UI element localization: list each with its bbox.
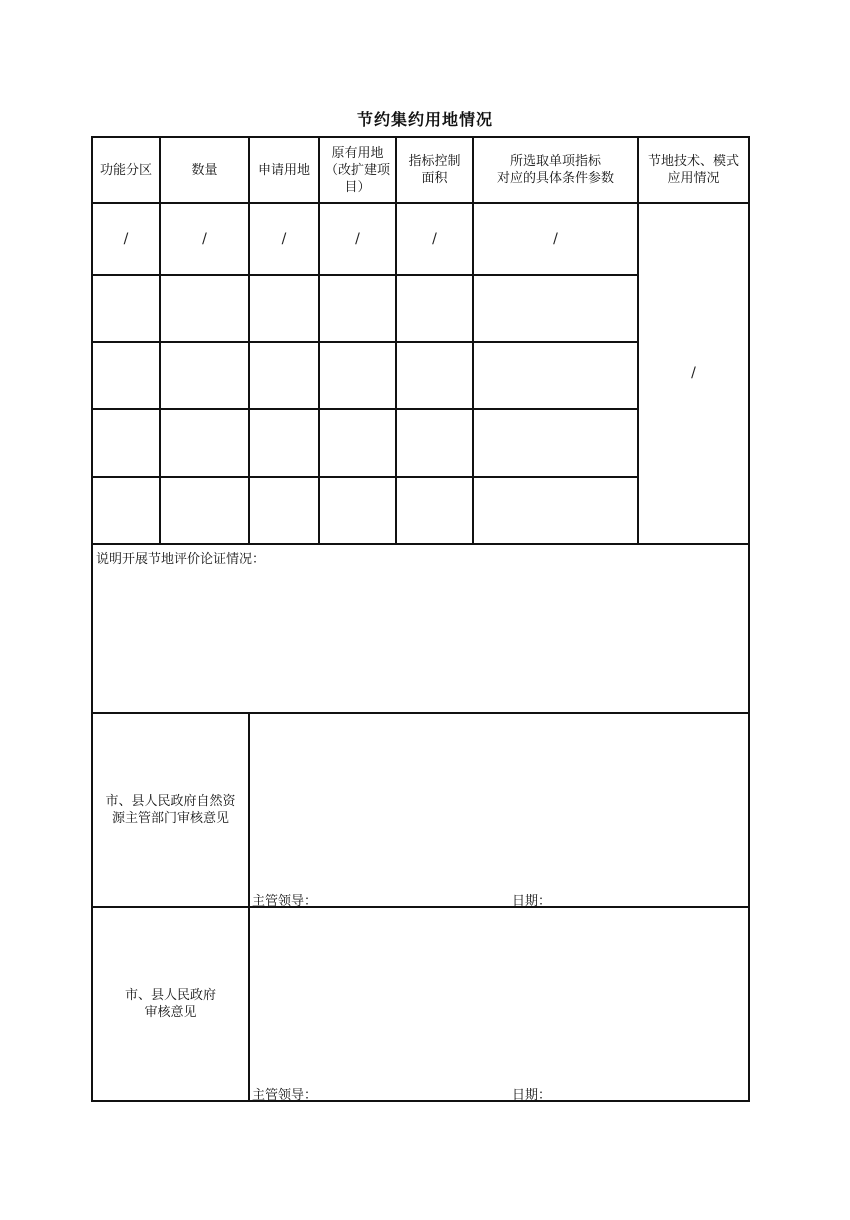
table-cell[interactable] — [250, 478, 318, 543]
header-original-land-line3: 目） — [344, 179, 371, 195]
natural-resources-review-label — [93, 714, 248, 906]
natural-resources-review-label-line2: 源主管部门审核意见 — [111, 811, 229, 826]
table-cell[interactable]: / — [553, 230, 558, 247]
header-condition-params-line1: 所选取单项指标 — [509, 154, 601, 169]
government-date-label: 日期： — [512, 1088, 552, 1103]
header-original-land-line2: （改扩建项 — [324, 162, 390, 178]
table-cell[interactable]: / — [281, 230, 287, 247]
header-quantity: 数量 — [191, 162, 218, 178]
table-cell[interactable] — [93, 276, 159, 341]
table-cell[interactable] — [93, 343, 159, 408]
government-review-label — [93, 908, 248, 1100]
table-cell[interactable] — [474, 410, 637, 476]
header-indicator-area — [397, 138, 472, 202]
natural-resources-leader-label: 主管领导： — [252, 894, 318, 909]
form-title: 节约集约用地情况 — [356, 110, 493, 129]
table-cell[interactable] — [320, 276, 395, 341]
table-cell[interactable]: / — [355, 230, 360, 247]
header-technology-application-line2: 应用情况 — [667, 171, 720, 186]
table-cell[interactable] — [161, 343, 248, 408]
table-cell[interactable] — [397, 478, 472, 543]
table-cell[interactable] — [250, 276, 318, 341]
table-cell[interactable] — [161, 276, 248, 341]
government-review-label-line1: 市、县人民政府 — [124, 988, 216, 1003]
table-cell[interactable] — [474, 478, 637, 543]
table-cell[interactable]: / — [123, 230, 129, 247]
table-cell[interactable] — [250, 410, 318, 476]
table-cell[interactable] — [397, 276, 472, 341]
table-cell[interactable] — [397, 343, 472, 408]
header-technology-application-line1: 节地技术、模式 — [647, 154, 739, 169]
header-function-zone: 功能分区 — [99, 162, 152, 178]
header-condition-params-line2: 对应的具体条件参数 — [496, 171, 614, 186]
table-cell[interactable] — [161, 478, 248, 543]
table-cell[interactable] — [320, 478, 395, 543]
header-original-land-line1: 原有用地 — [331, 145, 384, 161]
government-review-label-line2: 审核意见 — [144, 1005, 197, 1020]
header-applied-land: 申请用地 — [257, 162, 310, 178]
table-cell[interactable] — [161, 410, 248, 476]
table-cell[interactable] — [93, 410, 159, 476]
header-condition-params — [474, 138, 637, 202]
header-technology-application — [639, 138, 748, 202]
evaluation-input-area[interactable] — [93, 566, 748, 712]
table-cell[interactable] — [320, 410, 395, 476]
table-cell[interactable] — [93, 478, 159, 543]
header-indicator-area-line1: 指标控制 — [408, 154, 461, 169]
natural-resources-review-opinion-area[interactable] — [250, 714, 748, 884]
table-cell[interactable] — [250, 343, 318, 408]
table-cell[interactable]: / — [432, 230, 437, 247]
evaluation-label: 说明开展节地评价论证情况： — [96, 552, 266, 567]
natural-resources-date-label: 日期： — [512, 894, 552, 909]
header-indicator-area-line2: 面积 — [421, 171, 448, 186]
table-cell[interactable] — [474, 276, 637, 341]
technology-application-cell[interactable]: / — [691, 365, 696, 381]
table-cell[interactable] — [320, 343, 395, 408]
natural-resources-review-label-line1: 市、县人民政府自然资 — [105, 794, 236, 809]
table-cell[interactable] — [397, 410, 472, 476]
table-cell[interactable] — [474, 343, 637, 408]
header-original-land — [320, 138, 395, 202]
government-review-opinion-area[interactable] — [250, 908, 748, 1078]
government-leader-label: 主管领导： — [252, 1088, 318, 1103]
table-cell[interactable]: / — [202, 230, 207, 247]
